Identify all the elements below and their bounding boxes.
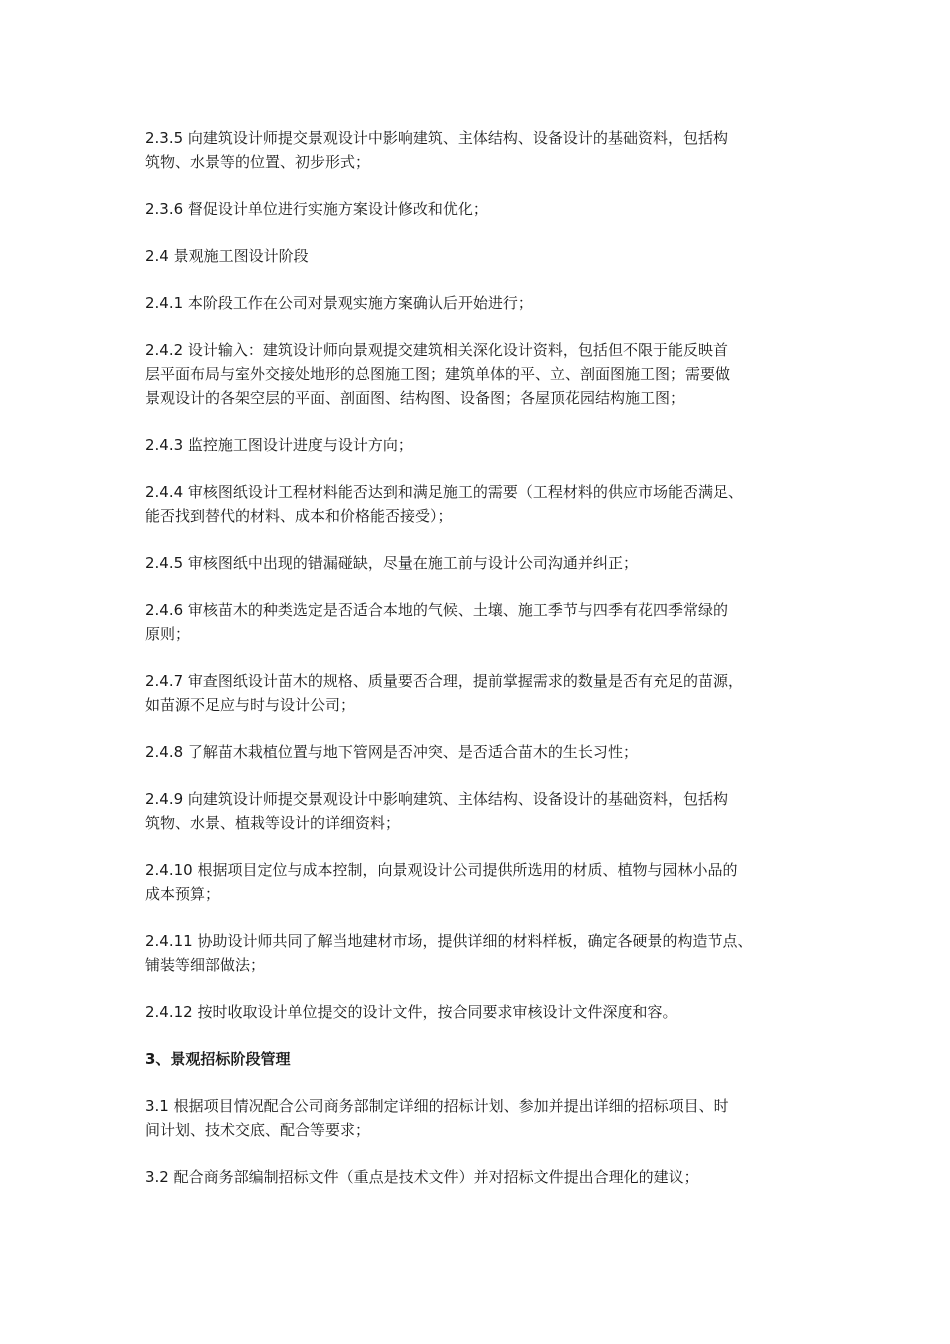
document-paragraph — [145, 929, 815, 977]
paragraph-line: 层平面布局与室外交接处地形的总图施工图；建筑单体的平、立、剖面图施工图；需要做 — [145, 365, 731, 383]
document-paragraph — [145, 291, 815, 315]
paragraph-line: 景观设计的各架空层的平面、剖面图、结构图、设备图；各屋顶花园结构施工图； — [145, 389, 686, 407]
paragraph-line: 2.4.2 设计输入：建筑设计师向景观提交建筑相关深化设计资料，包括但不限于能反映首 — [145, 341, 728, 359]
paragraph-line: 2.4.9 向建筑设计师提交景观设计中影响建筑、主体结构、设备设计的基础资料，包括构 — [145, 790, 728, 808]
paragraph-line: 2.4.6 审核苗木的种类选定是否适合本地的气候、土壤、施工季节与四季有花四季常绿的 — [145, 601, 728, 619]
paragraph-line: 2.4.10 根据项目定位与成本控制，向景观设计公司提供所选用的材质、植物与园林小品的 — [145, 861, 738, 879]
paragraph-line: 2.3.6 督促设计单位进行实施方案设计修改和优化； — [145, 200, 488, 218]
paragraph-line: 2.4 景观施工图设计阶段 — [145, 247, 309, 265]
paragraph-line: 2.4.1 本阶段工作在公司对景观实施方案确认后开始进行； — [145, 294, 533, 312]
paragraph-line: 原则； — [145, 625, 191, 643]
paragraph-line: 2.4.7 审查图纸设计苗木的规格、质量要否合理，提前掌握需求的数量是否有充足的苗源， — [145, 672, 743, 690]
paragraph-line: 铺装等细部做法； — [145, 956, 266, 974]
document-body — [145, 126, 815, 1212]
paragraph-line: 如苗源不足应与时与设计公司； — [145, 696, 356, 714]
paragraph-line: 成本预算； — [145, 885, 221, 903]
paragraph-line: 筑物、水景、植栽等设计的详细资料； — [145, 814, 401, 832]
document-paragraph — [145, 197, 815, 221]
document-paragraph — [145, 433, 815, 457]
document-paragraph — [145, 244, 815, 268]
paragraph-line: 能否找到替代的材料、成本和价格能否接受）； — [145, 507, 453, 525]
document-paragraph — [145, 1165, 815, 1189]
document-paragraph — [145, 669, 815, 717]
paragraph-line: 间计划、技术交底、配合等要求； — [145, 1121, 371, 1139]
paragraph-line: 2.3.5 向建筑设计师提交景观设计中影响建筑、主体结构、设备设计的基础资料，包括构 — [145, 129, 728, 147]
document-paragraph — [145, 787, 815, 835]
paragraph-line: 2.4.4 审核图纸设计工程材料能否达到和满足施工的需要（工程材料的供应市场能否满足、 — [145, 483, 743, 501]
paragraph-line: 2.4.12 按时收取设计单位提交的设计文件，按合同要求审核设计文件深度和容。 — [145, 1003, 678, 1021]
document-paragraph — [145, 1000, 815, 1024]
paragraph-line: 3.1 根据项目情况配合公司商务部制定详细的招标计划、参加并提出详细的招标项目、时 — [145, 1097, 729, 1115]
document-paragraph — [145, 338, 815, 410]
document-paragraph — [145, 126, 815, 174]
paragraph-line: 3、景观招标阶段管理 — [145, 1050, 291, 1068]
document-paragraph — [145, 551, 815, 575]
paragraph-line: 2.4.11 协助设计师共同了解当地建材市场，提供详细的材料样板，确定各硬景的构造节点、 — [145, 932, 753, 950]
document-paragraph — [145, 858, 815, 906]
paragraph-line: 2.4.8 了解苗木栽植位置与地下管网是否冲突、是否适合苗木的生长习性； — [145, 743, 638, 761]
document-paragraph — [145, 480, 815, 528]
paragraph-line: 2.4.5 审核图纸中出现的错漏碰缺，尽量在施工前与设计公司沟通并纠正； — [145, 554, 638, 572]
document-paragraph — [145, 740, 815, 764]
document-paragraph — [145, 598, 815, 646]
document-paragraph — [145, 1094, 815, 1142]
paragraph-line: 3.2 配合商务部编制招标文件（重点是技术文件）并对招标文件提出合理化的建议； — [145, 1168, 699, 1186]
paragraph-line: 2.4.3 监控施工图设计进度与设计方向； — [145, 436, 413, 454]
section-heading — [145, 1047, 815, 1071]
paragraph-line: 筑物、水景等的位置、初步形式； — [145, 153, 371, 171]
